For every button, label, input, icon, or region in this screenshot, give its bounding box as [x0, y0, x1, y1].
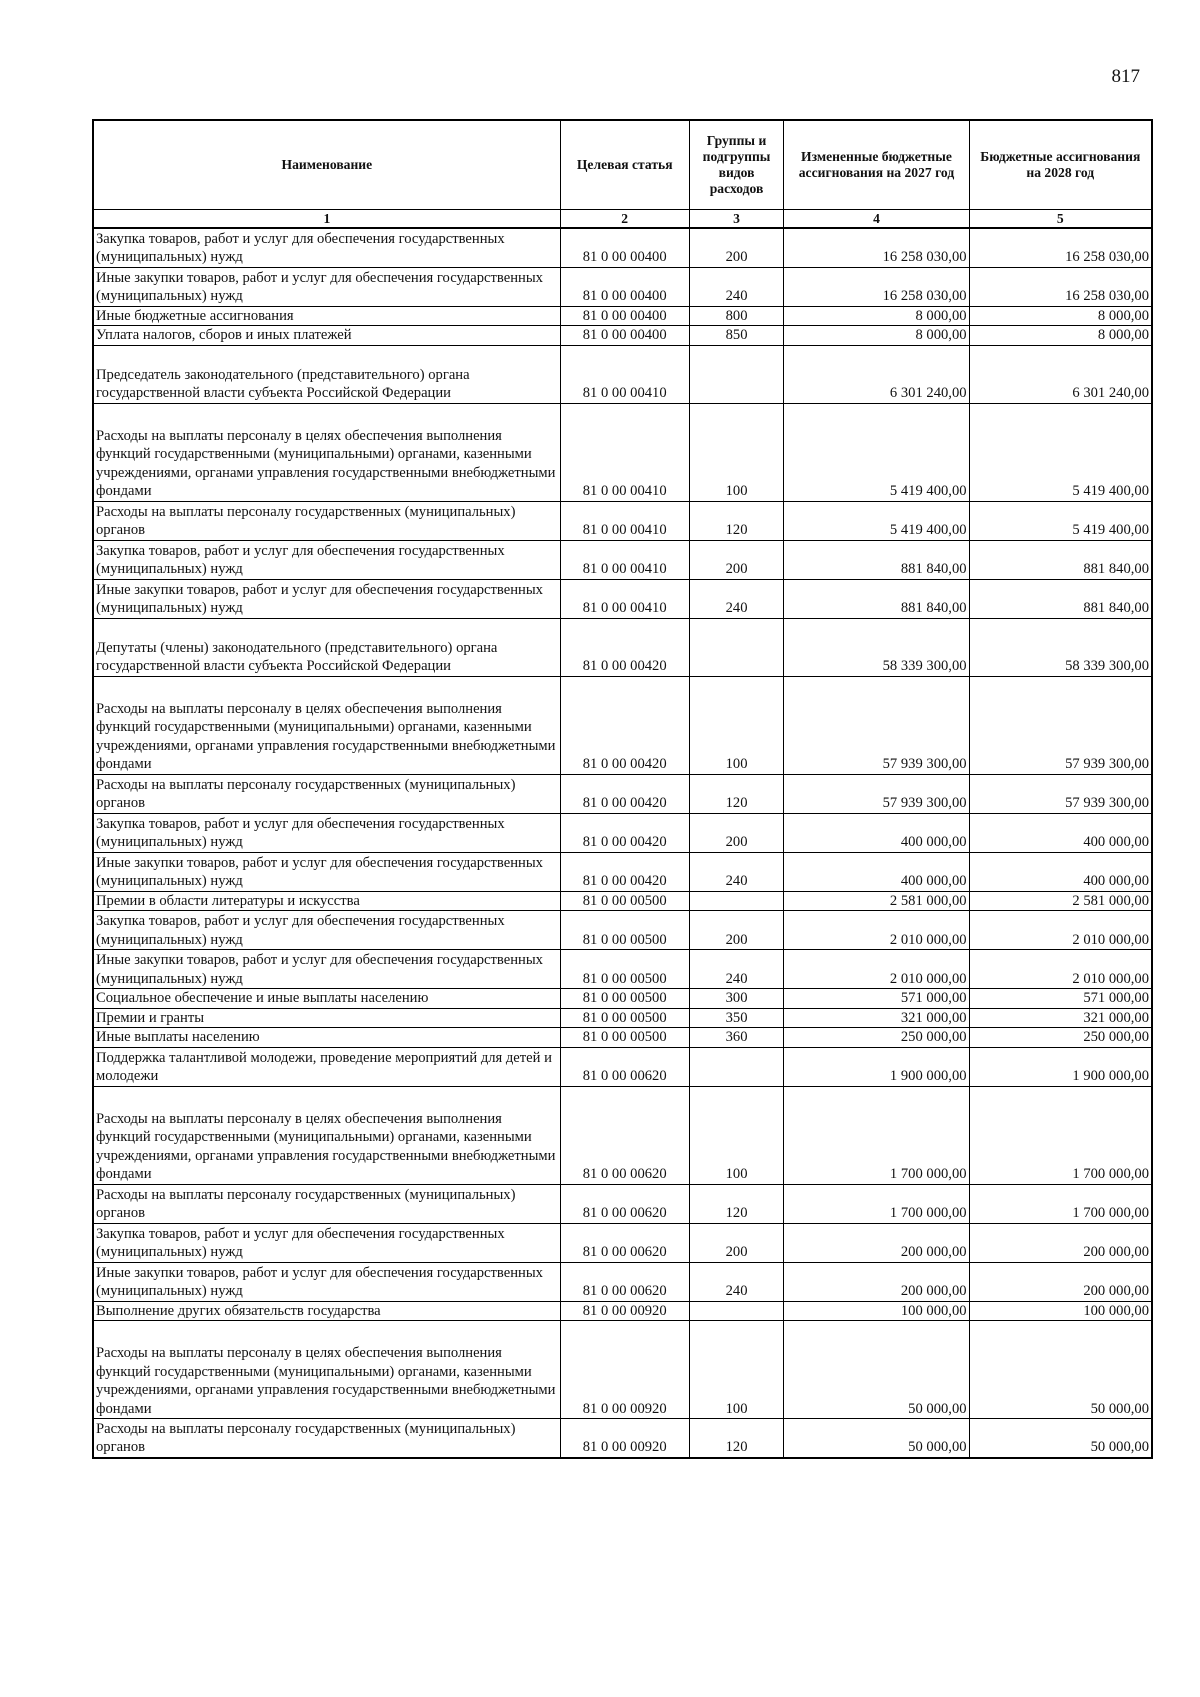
row-amount-2028: 571 000,00: [969, 989, 1152, 1009]
row-amount-2028: 250 000,00: [969, 1028, 1152, 1048]
row-amount-2028: 1 700 000,00: [969, 1086, 1152, 1184]
row-amount-2027: 57 939 300,00: [784, 676, 969, 774]
row-amount-2028: 2 010 000,00: [969, 950, 1152, 989]
table-row: [93, 891, 1152, 911]
row-expense-group: 240: [689, 1262, 784, 1301]
page-number: 817: [1111, 66, 1140, 87]
row-amount-2028: 8 000,00: [969, 306, 1152, 326]
row-target-code: 81 0 00 00410: [560, 540, 689, 579]
row-amount-2028: 5 419 400,00: [969, 501, 1152, 540]
row-target-code: 81 0 00 00620: [560, 1262, 689, 1301]
row-amount-2028: 6 301 240,00: [969, 345, 1152, 403]
row-amount-2028: 16 258 030,00: [969, 267, 1152, 306]
row-name: Расходы на выплаты персоналу в целях обеспечения выполнения функций государственными (муниципальными) органами, казенными учреждениями, органами управления государственными внебюджетными фондами: [93, 676, 560, 774]
row-expense-group: 120: [689, 774, 784, 813]
table-row: [93, 1184, 1152, 1223]
row-amount-2027: 1 700 000,00: [784, 1086, 969, 1184]
row-expense-group: 200: [689, 540, 784, 579]
row-expense-group: 200: [689, 1223, 784, 1262]
row-expense-group: 200: [689, 228, 784, 267]
row-expense-group: 800: [689, 306, 784, 326]
row-amount-2027: 100 000,00: [784, 1301, 969, 1321]
row-amount-2027: 250 000,00: [784, 1028, 969, 1048]
row-name: Депутаты (члены) законодательного (представительного) органа государственной власти субъекта Российской Федерации: [93, 618, 560, 676]
row-amount-2028: 5 419 400,00: [969, 403, 1152, 501]
row-amount-2028: 321 000,00: [969, 1008, 1152, 1028]
row-amount-2028: 50 000,00: [969, 1419, 1152, 1458]
row-name: Поддержка талантливой молодежи, проведение мероприятий для детей и молодежи: [93, 1047, 560, 1086]
row-name: Расходы на выплаты персоналу в целях обеспечения выполнения функций государственными (муниципальными) органами, казенными учреждениями, органами управления государственными внебюджетными фондами: [93, 403, 560, 501]
row-name: Премии и гранты: [93, 1008, 560, 1028]
row-expense-group: 240: [689, 950, 784, 989]
row-amount-2027: 57 939 300,00: [784, 774, 969, 813]
row-target-code: 81 0 00 00400: [560, 228, 689, 267]
row-amount-2027: 881 840,00: [784, 540, 969, 579]
row-target-code: 81 0 00 00620: [560, 1086, 689, 1184]
header-expense-groups: Группы и подгруппы видов расходов: [689, 120, 784, 210]
column-number: 5: [969, 210, 1152, 229]
row-target-code: 81 0 00 00620: [560, 1047, 689, 1086]
row-expense-group: [689, 618, 784, 676]
row-target-code: 81 0 00 00420: [560, 676, 689, 774]
row-amount-2027: 8 000,00: [784, 326, 969, 346]
table-row: [93, 618, 1152, 676]
row-expense-group: 100: [689, 1086, 784, 1184]
row-expense-group: [689, 1301, 784, 1321]
row-amount-2028: 57 939 300,00: [969, 676, 1152, 774]
row-target-code: 81 0 00 00920: [560, 1301, 689, 1321]
row-target-code: 81 0 00 00420: [560, 774, 689, 813]
row-target-code: 81 0 00 00420: [560, 852, 689, 891]
row-amount-2027: 5 419 400,00: [784, 501, 969, 540]
table-row: [93, 1419, 1152, 1458]
row-amount-2028: 200 000,00: [969, 1262, 1152, 1301]
row-name: Иные бюджетные ассигнования: [93, 306, 560, 326]
row-target-code: 81 0 00 00620: [560, 1184, 689, 1223]
row-amount-2027: 16 258 030,00: [784, 267, 969, 306]
row-amount-2027: 400 000,00: [784, 813, 969, 852]
row-target-code: 81 0 00 00420: [560, 813, 689, 852]
row-expense-group: 100: [689, 676, 784, 774]
row-target-code: 81 0 00 00410: [560, 345, 689, 403]
row-amount-2028: 1 700 000,00: [969, 1184, 1152, 1223]
row-name: Иные закупки товаров, работ и услуг для обеспечения государственных (муниципальных) нужд: [93, 579, 560, 618]
table-row: [93, 676, 1152, 774]
header-allocations-2028: Бюджетные ассигнования на 2028 год: [969, 120, 1152, 210]
row-name: Социальное обеспечение и иные выплаты населению: [93, 989, 560, 1009]
row-name: Расходы на выплаты персоналу государственных (муниципальных) органов: [93, 1419, 560, 1458]
header-target-article: Целевая статья: [560, 120, 689, 210]
column-number: 3: [689, 210, 784, 229]
row-name: Расходы на выплаты персоналу в целях обеспечения выполнения функций государственными (муниципальными) органами, казенными учреждениями, органами управления государственными внебюджетными фондами: [93, 1086, 560, 1184]
row-expense-group: 200: [689, 813, 784, 852]
row-name: Закупка товаров, работ и услуг для обеспечения государственных (муниципальных) нужд: [93, 540, 560, 579]
row-amount-2027: 2 581 000,00: [784, 891, 969, 911]
row-name: Закупка товаров, работ и услуг для обеспечения государственных (муниципальных) нужд: [93, 813, 560, 852]
row-amount-2027: 321 000,00: [784, 1008, 969, 1028]
row-target-code: 81 0 00 00500: [560, 1028, 689, 1048]
row-expense-group: 200: [689, 911, 784, 950]
row-amount-2028: 58 339 300,00: [969, 618, 1152, 676]
row-expense-group: 120: [689, 1419, 784, 1458]
row-amount-2027: 200 000,00: [784, 1262, 969, 1301]
table-row: [93, 501, 1152, 540]
row-amount-2027: 50 000,00: [784, 1321, 969, 1419]
row-name: Иные закупки товаров, работ и услуг для обеспечения государственных (муниципальных) нужд: [93, 950, 560, 989]
row-expense-group: 240: [689, 267, 784, 306]
table-row: [93, 326, 1152, 346]
table-row: [93, 852, 1152, 891]
row-amount-2028: 2 581 000,00: [969, 891, 1152, 911]
budget-table-body: [93, 228, 1152, 1458]
row-amount-2027: 6 301 240,00: [784, 345, 969, 403]
row-name: Расходы на выплаты персоналу государственных (муниципальных) органов: [93, 501, 560, 540]
row-expense-group: 100: [689, 1321, 784, 1419]
row-amount-2028: 1 900 000,00: [969, 1047, 1152, 1086]
row-amount-2027: 2 010 000,00: [784, 950, 969, 989]
row-amount-2027: 881 840,00: [784, 579, 969, 618]
row-expense-group: 240: [689, 579, 784, 618]
row-amount-2027: 400 000,00: [784, 852, 969, 891]
row-amount-2028: 57 939 300,00: [969, 774, 1152, 813]
table-row: [93, 1086, 1152, 1184]
row-amount-2028: 100 000,00: [969, 1301, 1152, 1321]
row-target-code: 81 0 00 00500: [560, 989, 689, 1009]
row-amount-2027: 2 010 000,00: [784, 911, 969, 950]
row-name: Расходы на выплаты персоналу в целях обеспечения выполнения функций государственными (муниципальными) органами, казенными учреждениями, органами управления государственными внебюджетными фондами: [93, 1321, 560, 1419]
table-row: [93, 1028, 1152, 1048]
row-target-code: 81 0 00 00410: [560, 579, 689, 618]
row-target-code: 81 0 00 00410: [560, 403, 689, 501]
table-row: [93, 774, 1152, 813]
table-row: [93, 228, 1152, 267]
row-expense-group: 350: [689, 1008, 784, 1028]
row-amount-2027: 16 258 030,00: [784, 228, 969, 267]
row-amount-2027: 50 000,00: [784, 1419, 969, 1458]
table-row: [93, 306, 1152, 326]
table-row: [93, 267, 1152, 306]
table-row: [93, 1301, 1152, 1321]
table-row: [93, 403, 1152, 501]
table-row: [93, 1262, 1152, 1301]
row-target-code: 81 0 00 00620: [560, 1223, 689, 1262]
row-name: Закупка товаров, работ и услуг для обеспечения государственных (муниципальных) нужд: [93, 1223, 560, 1262]
row-target-code: 81 0 00 00500: [560, 950, 689, 989]
row-expense-group: 100: [689, 403, 784, 501]
column-number: 1: [93, 210, 560, 229]
row-target-code: 81 0 00 00410: [560, 501, 689, 540]
budget-table: [92, 119, 1153, 1459]
row-target-code: 81 0 00 00400: [560, 326, 689, 346]
row-amount-2027: 58 339 300,00: [784, 618, 969, 676]
row-amount-2027: 1 700 000,00: [784, 1184, 969, 1223]
table-row: [93, 1223, 1152, 1262]
row-amount-2027: 8 000,00: [784, 306, 969, 326]
table-row: [93, 989, 1152, 1009]
row-expense-group: 850: [689, 326, 784, 346]
column-number: 4: [784, 210, 969, 229]
table-row: [93, 1321, 1152, 1419]
row-expense-group: 120: [689, 501, 784, 540]
row-amount-2028: 2 010 000,00: [969, 911, 1152, 950]
row-target-code: 81 0 00 00500: [560, 891, 689, 911]
row-expense-group: 360: [689, 1028, 784, 1048]
row-target-code: 81 0 00 00400: [560, 267, 689, 306]
row-amount-2028: 881 840,00: [969, 540, 1152, 579]
row-name: Уплата налогов, сборов и иных платежей: [93, 326, 560, 346]
table-row: [93, 579, 1152, 618]
row-name: Расходы на выплаты персоналу государственных (муниципальных) органов: [93, 774, 560, 813]
row-amount-2027: 200 000,00: [784, 1223, 969, 1262]
row-amount-2028: 400 000,00: [969, 813, 1152, 852]
row-name: Закупка товаров, работ и услуг для обеспечения государственных (муниципальных) нужд: [93, 911, 560, 950]
table-row: [93, 911, 1152, 950]
row-target-code: 81 0 00 00400: [560, 306, 689, 326]
table-row: [93, 950, 1152, 989]
row-name: Выполнение других обязательств государства: [93, 1301, 560, 1321]
row-name: Закупка товаров, работ и услуг для обеспечения государственных (муниципальных) нужд: [93, 228, 560, 267]
column-number: 2: [560, 210, 689, 229]
row-expense-group: 120: [689, 1184, 784, 1223]
row-amount-2028: 881 840,00: [969, 579, 1152, 618]
row-expense-group: [689, 891, 784, 911]
header-changed-2027: Измененные бюджетные ассигнования на 2027 год: [784, 120, 969, 210]
row-expense-group: [689, 345, 784, 403]
table-row: [93, 1047, 1152, 1086]
table-row: [93, 813, 1152, 852]
column-number-row: [93, 210, 1152, 229]
row-expense-group: 240: [689, 852, 784, 891]
row-amount-2027: 571 000,00: [784, 989, 969, 1009]
row-expense-group: 300: [689, 989, 784, 1009]
row-amount-2028: 50 000,00: [969, 1321, 1152, 1419]
row-amount-2028: 200 000,00: [969, 1223, 1152, 1262]
table-row: [93, 540, 1152, 579]
table-header-row: [93, 120, 1152, 210]
row-name: Иные закупки товаров, работ и услуг для обеспечения государственных (муниципальных) нужд: [93, 1262, 560, 1301]
row-expense-group: [689, 1047, 784, 1086]
row-amount-2028: 16 258 030,00: [969, 228, 1152, 267]
row-name: Иные выплаты населению: [93, 1028, 560, 1048]
row-target-code: 81 0 00 00500: [560, 911, 689, 950]
row-target-code: 81 0 00 00920: [560, 1419, 689, 1458]
row-name: Расходы на выплаты персоналу государственных (муниципальных) органов: [93, 1184, 560, 1223]
row-name: Председатель законодательного (представительного) органа государственной власти субъекта Российской Федерации: [93, 345, 560, 403]
row-target-code: 81 0 00 00920: [560, 1321, 689, 1419]
header-name: Наименование: [93, 120, 560, 210]
row-target-code: 81 0 00 00500: [560, 1008, 689, 1028]
row-amount-2027: 1 900 000,00: [784, 1047, 969, 1086]
row-name: Иные закупки товаров, работ и услуг для обеспечения государственных (муниципальных) нужд: [93, 267, 560, 306]
table-row: [93, 1008, 1152, 1028]
row-amount-2027: 5 419 400,00: [784, 403, 969, 501]
row-amount-2028: 8 000,00: [969, 326, 1152, 346]
row-name: Премии в области литературы и искусства: [93, 891, 560, 911]
row-amount-2028: 400 000,00: [969, 852, 1152, 891]
row-name: Иные закупки товаров, работ и услуг для обеспечения государственных (муниципальных) нужд: [93, 852, 560, 891]
table-row: [93, 345, 1152, 403]
row-target-code: 81 0 00 00420: [560, 618, 689, 676]
